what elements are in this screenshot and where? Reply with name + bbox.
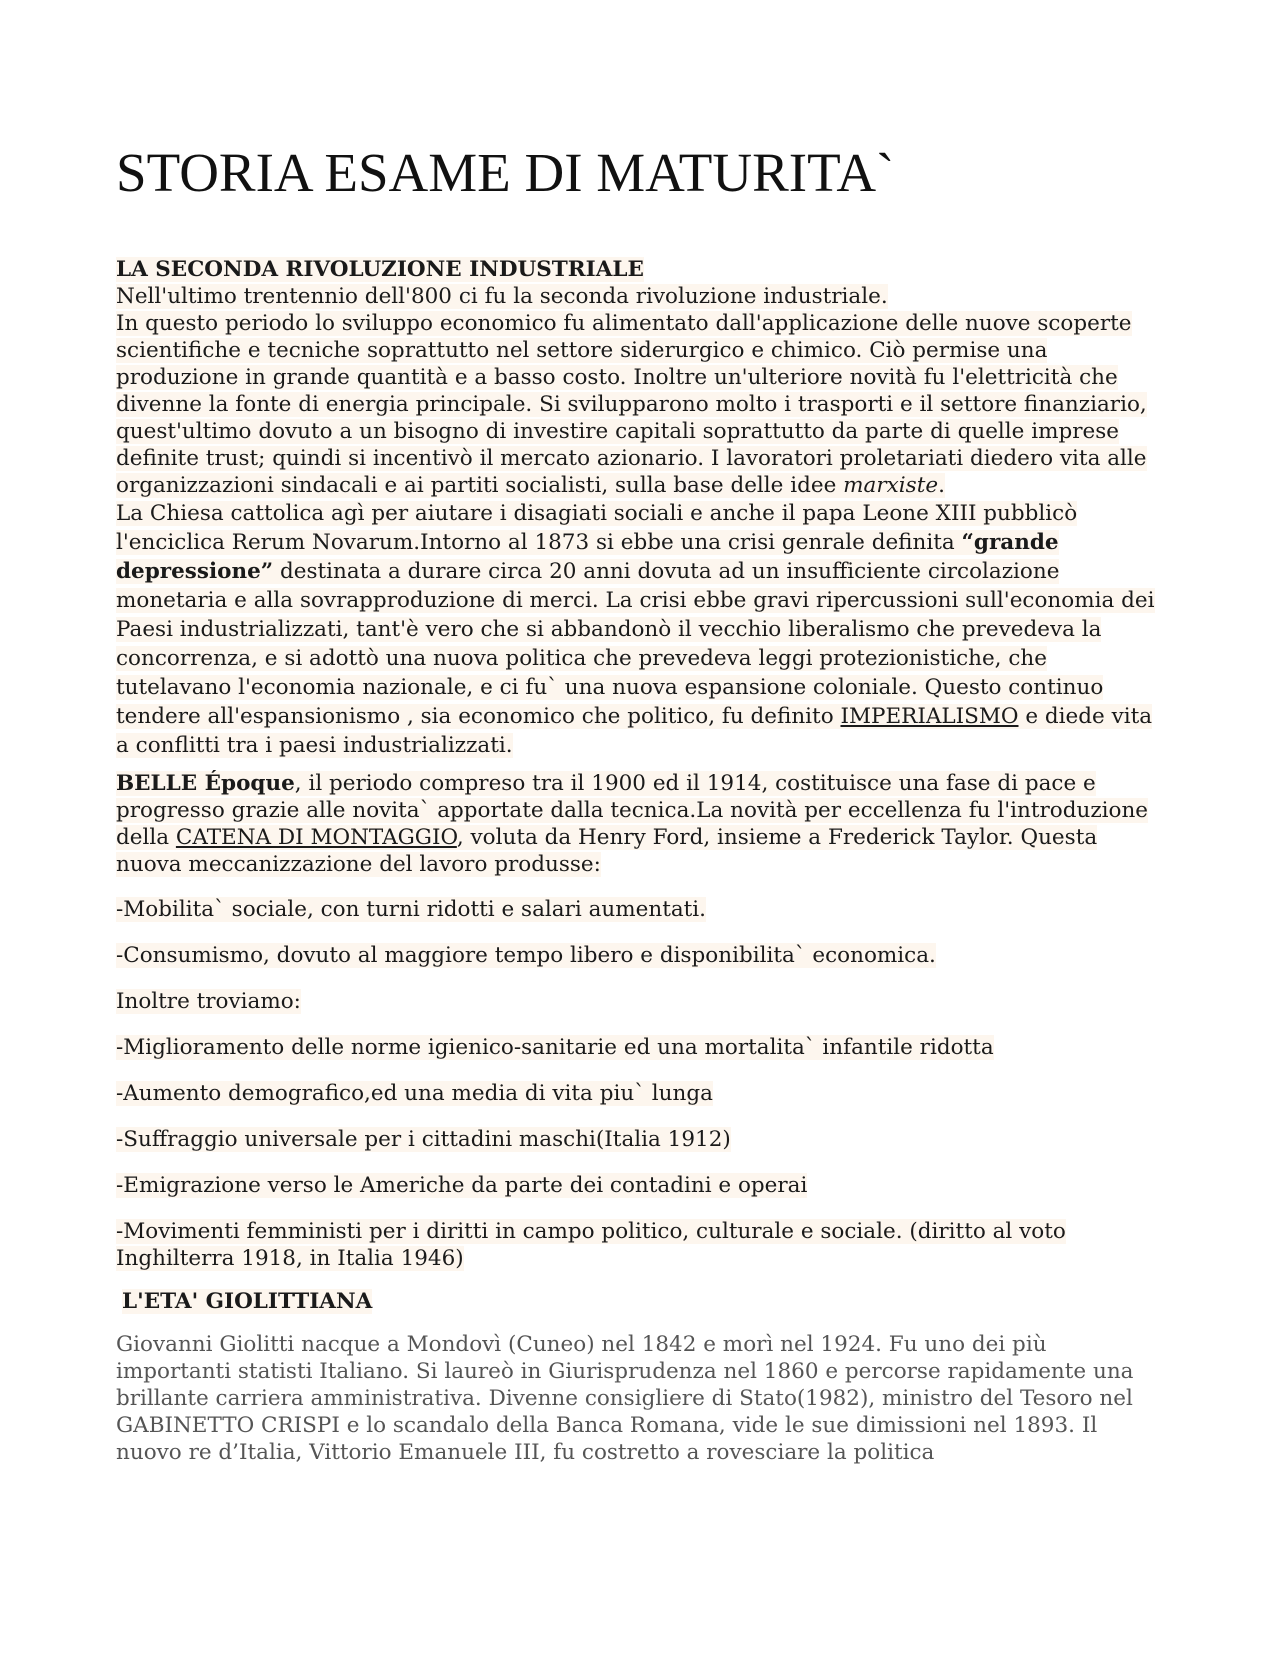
heading-text: LA SECONDA RIVOLUZIONE INDUSTRIALE: [116, 257, 644, 282]
section-belle-epoque: [116, 770, 1166, 1272]
paragraph-chiesa-mid: destinata a durare circa 20 anni dovuta ad un insufficiente circolazione monetaria e alla sovrapproduzione di merci. La crisi ebbe gravi ripercussioni sull'economia dei Paesi industrializzati, tant'è vero che si abbandonò il vecchio liberalismo che prevedeva la concorrenza, e si adottò una nuova politica che prevedeva leggi protezionistiche, che tutelavano l'economia nazionale, e ci fu` una nuova espansione coloniale. Questo continuo tendere all'espansionismo , sia economico che politico, fu definito: [116, 559, 1155, 729]
bold-belle-epoque: BELLE Époque: [116, 771, 295, 796]
paragraph-belle-epoque: [116, 770, 1166, 878]
paragraph-sviluppo-end: .: [938, 473, 945, 498]
paragraph-giolitti: Giovanni Giolitti nacque a Mondovì (Cuneo) nel 1842 e morì nel 1924. Fu uno dei più importanti statisti Italiano. Si laureò in Giurisprudenza nel 1860 e percorse rapidamente una brillante carriera amministrativa. Divenne consigliere di Stato(1982), ministro del Tesoro nel GABINETTO CRISPI e lo scandalo della Banca Romana, vide le sue dimissioni nel 1893. Il nuovo re d’Italia, Vittorio Emanuele III, fu costretto a rovesciare la politica: [116, 1332, 1134, 1465]
paragraph-sviluppo: [116, 310, 1166, 499]
paragraph-chiesa: [116, 499, 1166, 760]
list-item: -Movimenti femministi per i diritti in campo politico, culturale e sociale. (diritto al voto Inghilterra 1918, in Italia 1946): [116, 1219, 1066, 1271]
list-item: -Emigrazione verso le Americhe da parte dei contadini e operai: [116, 1173, 808, 1198]
list-item: -Aumento demografico,ed una media di vita piu` lunga: [116, 1081, 713, 1106]
paragraph-chiesa-text: La Chiesa cattolica agì per aiutare i disagiati sociali e anche il papa Leone XIII pubblicò l'enciclica Rerum Novarum.Intorno al 1873 si ebbe una crisi genrale definita: [116, 501, 1078, 555]
paragraph-intro-text: Nell'ultimo trentennio dell'800 ci fu la seconda rivoluzione industriale.: [116, 284, 888, 309]
document-page: [116, 140, 1166, 1466]
paragraph-chiesa-end: e diede vita a conflitti tra i paesi industrializzati.: [116, 704, 1153, 758]
list-item: -Consumismo, dovuto al maggiore tempo libero e disponibilita` economica.: [116, 943, 936, 968]
bold-grande-depressione: “grande depressione”: [116, 530, 1059, 584]
section-heading-giolittiana: [116, 1288, 1166, 1315]
list-item: -Mobilita` sociale, con turni ridotti e salari aumentati.: [116, 897, 707, 922]
paragraph-belle-epoque-end: , voluta da Henry Ford, insieme a Frederick Taylor. Questa nuova meccanizzazione del lavoro produsse:: [116, 825, 1098, 877]
underline-catena-montaggio: CATENA DI MONTAGGIO: [175, 825, 457, 850]
document-title: STORIA ESAME DI MATURITA`: [116, 142, 895, 203]
heading-text: L'ETA' GIOLITTIANA: [122, 1289, 373, 1314]
paragraph-sviluppo-text: In questo periodo lo sviluppo economico fu alimentato dall'applicazione delle nuove scoperte scientifiche e tecniche soprattutto nel settore siderurgico e chimico. Ciò permise una produzione in grande quantità e a basso costo. Inoltre un'ulteriore novità fu l'elettricità che divenne la fonte di energia principale. Si svilupparono molto i trasporti e il settore finanziario, quest'ultimo dovuto a un bisogno di investire capitali soprattutto da parte di quelle imprese definite trust; quindi si incentivò il mercato azionario. I lavoratori proletariati diedero vita alle organizzazioni sindacali e ai partiti socialisti, sulla base delle idee: [116, 311, 1147, 498]
paragraph-inoltre: Inoltre troviamo:: [116, 989, 301, 1014]
section-seconda-rivoluzione: [116, 256, 1166, 760]
italic-marxiste: marxiste: [843, 473, 939, 498]
list-item: -Suffraggio universale per i cittadini maschi(Italia 1912): [116, 1127, 731, 1152]
paragraph-belle-epoque-text: , il periodo compreso tra il 1900 ed il 1914, costituisce una fase di pace e progresso grazie alle novita` apportate dalla tecnica.La novità per eccellenza fu l'introduzione della: [116, 771, 1149, 850]
section-heading-rivoluzione: [116, 256, 1166, 283]
paragraph-intro: [116, 283, 1166, 310]
list-item: -Miglioramento delle norme igienico-sanitarie ed una mortalita` infantile ridotta: [116, 1035, 994, 1060]
underline-imperialismo: IMPERIALISMO: [840, 704, 1019, 729]
section-eta-giolittiana: [116, 1288, 1166, 1466]
